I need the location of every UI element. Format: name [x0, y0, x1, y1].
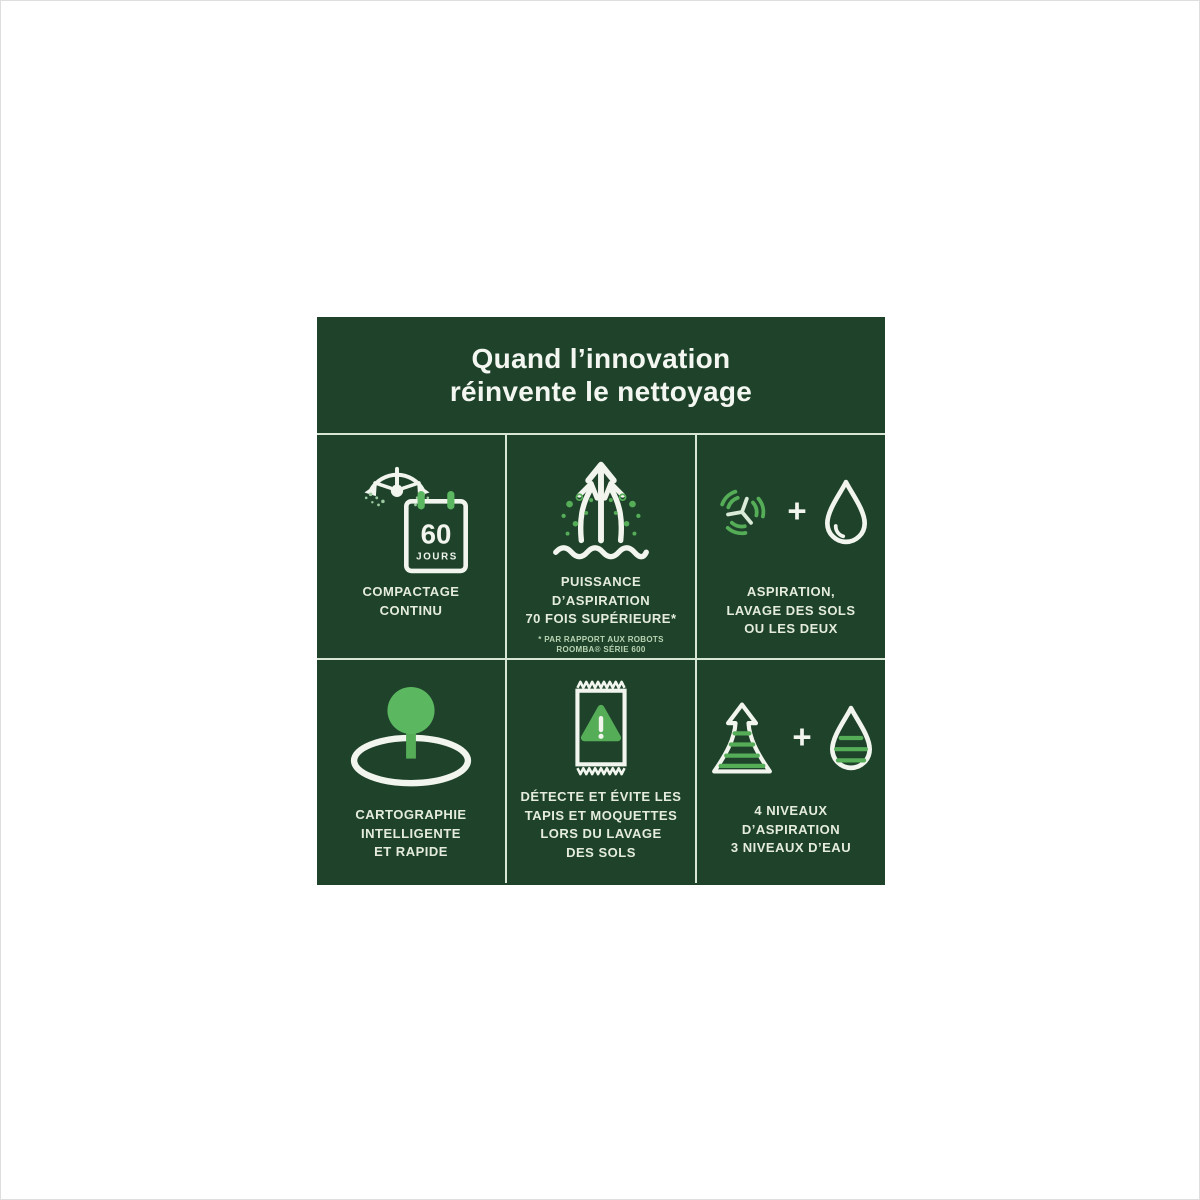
calendar-60-days-icon — [403, 489, 469, 575]
suction-arrows-icon — [542, 448, 660, 568]
feature-label — [525, 573, 676, 629]
puissance-icon-area — [542, 445, 660, 571]
feature-label-line: CONTINU — [379, 602, 443, 618]
feature-label — [731, 802, 851, 858]
title-line-2: réinvente le nettoyage — [449, 376, 753, 407]
feature-label-line: PUISSANCE — [560, 574, 642, 589]
feature-label — [726, 583, 855, 639]
feature-label-line: D’ASPIRATION — [551, 592, 651, 608]
feature-label-line: 70 FOIS SUPÉRIEURE* — [525, 611, 677, 626]
feature-label-line: INTELLIGENTE — [361, 825, 461, 841]
feature-cell-cartographie — [317, 660, 505, 883]
header — [317, 317, 885, 435]
rug-warning-icon — [563, 675, 639, 781]
calendar-unit: JOURS — [416, 551, 458, 563]
feature-cell-niveaux — [697, 660, 885, 883]
footnote-line: ROOMBA® SÉRIE 600 — [556, 645, 646, 654]
feature-grid — [317, 435, 885, 883]
suction-levels-icon — [703, 698, 781, 778]
feature-label-line: CARTOGRAPHIE — [355, 807, 467, 822]
feature-label — [521, 788, 682, 862]
feature-label-line: LAVAGE DES SOLS — [726, 602, 856, 618]
feature-label-line: 3 NIVEAUX D’EAU — [730, 840, 852, 855]
water-droplet-icon — [818, 476, 874, 548]
aspiration-lavage-icon-area — [708, 449, 873, 575]
cartographie-icon-area — [337, 676, 485, 798]
feature-label-line: DÉTECTE ET ÉVITE LES — [520, 789, 682, 804]
plus-icon: + — [787, 491, 807, 529]
footnote — [538, 635, 663, 656]
compactage-icon-area — [353, 449, 469, 575]
calendar-number: 60 — [420, 518, 452, 550]
feature-cell-puissance — [507, 435, 695, 658]
feature-label-line: OU LES DEUX — [744, 621, 838, 636]
feature-label-line: ET RAPIDE — [374, 844, 448, 859]
feature-label-line: ASPIRATION, — [746, 584, 836, 599]
feature-cell-aspiration-lavage — [697, 435, 885, 658]
feature-label-line: 4 NIVEAUX — [754, 803, 828, 818]
footnote-line: * PAR RAPPORT AUX ROBOTS — [538, 634, 664, 644]
feature-label — [355, 806, 466, 862]
feature-label-line: DES SOLS — [566, 844, 636, 860]
water-levels-droplet-icon — [823, 702, 879, 774]
plus-icon: + — [792, 717, 812, 755]
feature-cell-tapis — [507, 660, 695, 883]
feature-label-line: COMPACTAGE — [362, 584, 460, 599]
feature-label — [363, 583, 460, 620]
fan-icon — [708, 478, 776, 546]
tapis-icon-area — [563, 672, 639, 784]
map-pin-icon — [337, 684, 485, 790]
infographic-card — [317, 317, 885, 885]
niveaux-icon-area — [703, 682, 878, 794]
compactor-calendar-composite — [353, 449, 469, 575]
feature-label-line: D’ASPIRATION — [741, 821, 841, 837]
feature-label-line: TAPIS ET MOQUETTES — [524, 807, 678, 823]
feature-label-line: LORS DU LAVAGE — [540, 826, 662, 841]
feature-cell-compactage — [317, 435, 505, 658]
title-line-1: Quand l’innovation — [471, 343, 731, 374]
